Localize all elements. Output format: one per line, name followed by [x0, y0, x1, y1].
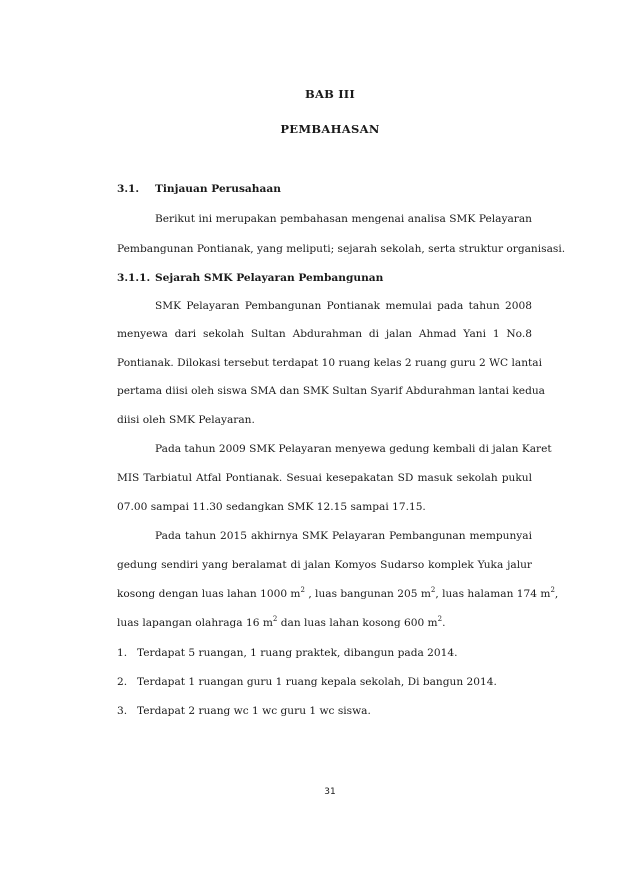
list-item — [117, 705, 532, 717]
superscript: 2 — [550, 586, 555, 594]
list-text: Terdapat 1 ruangan guru 1 ruang kepala sekolah, Di bangun 2014. — [137, 676, 497, 688]
text-run: , — [554, 588, 559, 600]
section-title: Tinjauan Perusahaan — [155, 183, 281, 195]
superscript: 2 — [430, 586, 436, 594]
list-item — [117, 647, 532, 659]
text-run: , luas halaman 174 m — [435, 588, 551, 600]
section-number: 3.1.1. — [117, 272, 151, 284]
paragraph-line — [117, 586, 559, 600]
paragraph-line: gedung sendiri yang beralamat di jalan Komyos Sudarso komplek Yuka jalur — [117, 559, 532, 571]
paragraph-line — [117, 617, 532, 629]
superscript: 2 — [437, 615, 443, 623]
list-text: Terdapat 2 ruang wc 1 wc guru 1 wc siswa. — [137, 705, 371, 717]
text-run: kosong dengan luas lahan 1000 m — [117, 588, 301, 600]
list-number: 3. — [117, 705, 128, 717]
section-number: 3.1. — [117, 183, 140, 195]
superscript: 2 — [272, 615, 278, 623]
paragraph-line: 07.00 sampai 11.30 sedangkan SMK 12.15 sampai 17.15. — [117, 501, 426, 513]
paragraph-line: Pontianak. Dilokasi tersebut terdapat 10 ruang kelas 2 ruang guru 2 WC lantai — [117, 357, 542, 369]
paragraph-line: Berikut ini merupakan pembahasan mengenai analisa SMK Pelayaran — [155, 213, 532, 225]
page-number: 31 — [324, 787, 336, 797]
superscript: 2 — [300, 586, 305, 594]
paragraph-line: Pembangunan Pontianak, yang meliputi; sejarah sekolah, serta struktur organisasi. — [117, 243, 566, 255]
paragraph-line: diisi oleh SMK Pelayaran. — [117, 414, 255, 426]
paragraph-line: Pada tahun 2009 SMK Pelayaran menyewa gedung kembali di jalan Karet — [155, 443, 552, 455]
section-title: Sejarah SMK Pelayaran Pembangunan — [155, 272, 384, 284]
list-number: 2. — [117, 676, 128, 688]
list-item — [117, 676, 532, 688]
chapter-title: BAB III — [305, 87, 355, 101]
chapter-subtitle: PEMBAHASAN — [280, 122, 380, 136]
list-text: Terdapat 5 ruangan, 1 ruang praktek, dibangun pada 2014. — [137, 647, 458, 659]
text-run: luas lapangan olahraga 16 m — [117, 617, 273, 629]
paragraph-line: Pada tahun 2015 akhirnya SMK Pelayaran Pembangunan mempunyai — [155, 530, 532, 542]
paragraph-line: menyewa dari sekolah Sultan Abdurahman di jalan Ahmad Yani 1 No.8 — [117, 328, 532, 340]
text-run: . — [442, 617, 446, 629]
text-run: dan luas lahan kosong 600 m — [277, 617, 438, 629]
section-heading-3-1 — [117, 183, 281, 195]
paragraph-line: MIS Tarbiatul Atfal Pontianak. Sesuai kesepakatan SD masuk sekolah pukul — [117, 472, 532, 484]
list-number: 1. — [117, 647, 128, 659]
section-heading-3-1-1 — [117, 272, 383, 284]
paragraph-line: SMK Pelayaran Pembangunan Pontianak memulai pada tahun 2008 — [155, 300, 532, 312]
text-run: , luas bangunan 205 m — [304, 588, 431, 600]
paragraph-line: pertama diisi oleh siswa SMA dan SMK Sultan Syarif Abdurahman lantai kedua — [117, 385, 545, 397]
